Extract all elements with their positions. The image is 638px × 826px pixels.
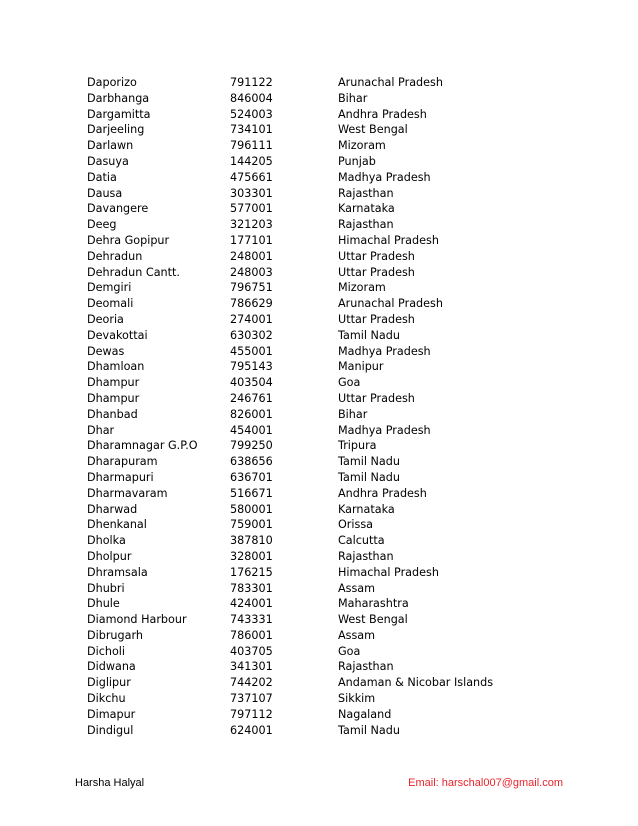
table-row xyxy=(0,707,638,723)
state-cell: Uttar Pradesh xyxy=(338,265,415,279)
state-cell: Assam xyxy=(338,581,376,595)
table-row xyxy=(0,312,638,328)
pincode-cell: 791122 xyxy=(230,76,273,89)
city-cell: Deomali xyxy=(87,297,134,311)
state-cell: Tripura xyxy=(338,439,377,453)
city-cell: Dhamloan xyxy=(87,360,145,374)
city-cell: Dhule xyxy=(87,597,120,611)
pincode-cell: 303301 xyxy=(230,186,273,200)
pincode-cell: 424001 xyxy=(230,597,273,611)
state-cell: Madhya Pradesh xyxy=(338,170,431,184)
table-row xyxy=(0,596,638,612)
pincode-cell: 341301 xyxy=(230,660,273,674)
pincode-cell: 524003 xyxy=(230,107,273,121)
state-cell: Himachal Pradesh xyxy=(338,565,439,579)
table-row xyxy=(0,186,638,202)
pincode-cell: 630302 xyxy=(230,328,273,342)
pincode-cell: 454001 xyxy=(230,423,273,437)
state-cell: Madhya Pradesh xyxy=(338,344,431,358)
city-cell: Dholpur xyxy=(87,549,132,563)
table-row xyxy=(0,644,638,660)
city-cell: Dhampur xyxy=(87,376,140,390)
table-row xyxy=(0,454,638,470)
footer-email: Email: harschal007@gmail.com xyxy=(408,777,563,789)
city-cell: Dibrugarh xyxy=(87,628,143,642)
state-cell: Rajasthan xyxy=(338,186,394,200)
city-cell: Dharamnagar G.P.O xyxy=(87,439,198,453)
state-cell: Uttar Pradesh xyxy=(338,312,415,326)
pincode-cell: 799250 xyxy=(230,439,273,453)
table-row xyxy=(0,91,638,107)
pincode-cell: 744202 xyxy=(230,676,273,690)
pincode-table xyxy=(0,75,638,738)
pincode-cell: 274001 xyxy=(230,312,273,326)
city-cell: Darjeeling xyxy=(87,123,145,137)
pincode-cell: 797112 xyxy=(230,707,273,721)
state-cell: Rajasthan xyxy=(338,218,394,232)
state-cell: Andaman & Nicobar Islands xyxy=(338,676,494,690)
table-row xyxy=(0,391,638,407)
state-cell: Maharashtra xyxy=(338,597,409,611)
city-cell: Daporizo xyxy=(87,76,137,89)
table-row xyxy=(0,265,638,281)
city-cell: Dehra Gopipur xyxy=(87,233,170,247)
table-row xyxy=(0,138,638,154)
city-cell: Devakottai xyxy=(87,328,148,342)
city-cell: Dausa xyxy=(87,186,123,200)
city-cell: Dehradun xyxy=(87,249,143,263)
city-cell: Dikchu xyxy=(87,692,126,706)
city-cell: Deoria xyxy=(87,312,124,326)
footer-author: Harsha Halyal xyxy=(75,777,145,789)
table-row xyxy=(0,344,638,360)
state-cell: Bihar xyxy=(338,91,368,105)
pincode-cell: 177101 xyxy=(230,233,273,247)
table-row xyxy=(0,659,638,675)
page-footer xyxy=(0,775,638,791)
pincode-cell: 786629 xyxy=(230,297,273,311)
city-cell: Demgiri xyxy=(87,281,132,295)
state-cell: Manipur xyxy=(338,360,384,374)
table-row xyxy=(0,549,638,565)
city-cell: Dharmavaram xyxy=(87,486,168,500)
pincode-cell: 403705 xyxy=(230,644,273,658)
table-row xyxy=(0,107,638,123)
city-cell: Dharapuram xyxy=(87,455,158,469)
city-cell: Dharmapuri xyxy=(87,470,154,484)
city-cell: Dhenkanal xyxy=(87,518,147,532)
pincode-cell: 455001 xyxy=(230,344,273,358)
table-row xyxy=(0,628,638,644)
state-cell: Sikkim xyxy=(338,692,376,706)
city-cell: Dehradun Cantt. xyxy=(87,265,180,279)
pincode-cell: 403504 xyxy=(230,376,273,390)
state-cell: Himachal Pradesh xyxy=(338,233,439,247)
city-cell: Dimapur xyxy=(87,707,136,721)
state-cell: Karnataka xyxy=(338,502,395,516)
state-cell: Mizoram xyxy=(338,281,386,295)
pincode-cell: 248001 xyxy=(230,249,273,263)
table-row xyxy=(0,423,638,439)
state-cell: Nagaland xyxy=(338,707,392,721)
city-cell: Diamond Harbour xyxy=(87,613,187,627)
state-cell: West Bengal xyxy=(338,613,408,627)
city-cell: Didwana xyxy=(87,660,136,674)
pincode-cell: 759001 xyxy=(230,518,273,532)
city-cell: Dindigul xyxy=(87,723,134,737)
pincode-cell: 795143 xyxy=(230,360,273,374)
city-cell: Dhampur xyxy=(87,391,140,405)
pincode-cell: 826001 xyxy=(230,407,273,421)
table-row xyxy=(0,201,638,217)
state-cell: Rajasthan xyxy=(338,549,394,563)
pincode-cell: 786001 xyxy=(230,628,273,642)
table-row xyxy=(0,675,638,691)
state-cell: Tamil Nadu xyxy=(338,328,400,342)
city-cell: Dargamitta xyxy=(87,107,151,121)
pincode-cell: 475661 xyxy=(230,170,273,184)
table-row xyxy=(0,438,638,454)
table-row xyxy=(0,533,638,549)
state-cell: Andhra Pradesh xyxy=(338,107,427,121)
pincode-cell: 328001 xyxy=(230,549,273,563)
pincode-cell: 636701 xyxy=(230,470,273,484)
table-row xyxy=(0,612,638,628)
pincode-cell: 387810 xyxy=(230,534,273,548)
table-row xyxy=(0,217,638,233)
table-row xyxy=(0,249,638,265)
state-cell: Madhya Pradesh xyxy=(338,423,431,437)
pincode-cell: 321203 xyxy=(230,218,273,232)
table-row xyxy=(0,470,638,486)
table-row xyxy=(0,233,638,249)
table-row xyxy=(0,280,638,296)
table-row xyxy=(0,359,638,375)
table-row xyxy=(0,154,638,170)
state-cell: Uttar Pradesh xyxy=(338,391,415,405)
table-row xyxy=(0,407,638,423)
pincode-cell: 846004 xyxy=(230,91,273,105)
table-row xyxy=(0,75,638,91)
table-row xyxy=(0,486,638,502)
city-cell: Darbhanga xyxy=(87,91,150,105)
pincode-cell: 743331 xyxy=(230,613,273,627)
pincode-cell: 638656 xyxy=(230,455,273,469)
state-cell: Karnataka xyxy=(338,202,395,216)
table-row xyxy=(0,517,638,533)
pincode-cell: 577001 xyxy=(230,202,273,216)
state-cell: Uttar Pradesh xyxy=(338,249,415,263)
city-cell: Datia xyxy=(87,170,117,184)
table-row xyxy=(0,328,638,344)
city-cell: Darlawn xyxy=(87,139,134,153)
pincode-cell: 737107 xyxy=(230,692,273,706)
city-cell: Dasuya xyxy=(87,154,129,168)
state-cell: Punjab xyxy=(338,154,376,168)
table-row xyxy=(0,296,638,312)
state-cell: Tamil Nadu xyxy=(338,470,400,484)
table-row xyxy=(0,581,638,597)
table-row xyxy=(0,691,638,707)
pincode-cell: 624001 xyxy=(230,723,273,737)
pincode-cell: 796111 xyxy=(230,139,273,153)
state-cell: Tamil Nadu xyxy=(338,723,400,737)
table-row xyxy=(0,122,638,138)
pincode-cell: 516671 xyxy=(230,486,273,500)
pincode-cell: 248003 xyxy=(230,265,273,279)
state-cell: Arunachal Pradesh xyxy=(338,76,443,89)
city-cell: Dhramsala xyxy=(87,565,148,579)
state-cell: Andhra Pradesh xyxy=(338,486,427,500)
pincode-cell: 246761 xyxy=(230,391,273,405)
pincode-cell: 783301 xyxy=(230,581,273,595)
city-cell: Dholka xyxy=(87,534,126,548)
city-cell: Diglipur xyxy=(87,676,131,690)
state-cell: Calcutta xyxy=(338,534,385,548)
table-row xyxy=(0,565,638,581)
pincode-cell: 796751 xyxy=(230,281,273,295)
state-cell: Goa xyxy=(338,376,361,390)
pincode-cell: 580001 xyxy=(230,502,273,516)
state-cell: Bihar xyxy=(338,407,368,421)
table-row xyxy=(0,375,638,391)
city-cell: Deeg xyxy=(87,218,117,232)
table-row xyxy=(0,170,638,186)
state-cell: Mizoram xyxy=(338,139,386,153)
city-cell: Dhanbad xyxy=(87,407,138,421)
city-cell: Dewas xyxy=(87,344,125,358)
city-cell: Dicholi xyxy=(87,644,126,658)
pincode-cell: 176215 xyxy=(230,565,273,579)
state-cell: Goa xyxy=(338,644,361,658)
state-cell: Rajasthan xyxy=(338,660,394,674)
state-cell: West Bengal xyxy=(338,123,408,137)
city-cell: Dharwad xyxy=(87,502,138,516)
table-row xyxy=(0,723,638,739)
city-cell: Davangere xyxy=(87,202,149,216)
state-cell: Tamil Nadu xyxy=(338,455,400,469)
pincode-cell: 734101 xyxy=(230,123,273,137)
state-cell: Assam xyxy=(338,628,376,642)
state-cell: Orissa xyxy=(338,518,374,532)
city-cell: Dhubri xyxy=(87,581,125,595)
table-row xyxy=(0,502,638,518)
pincode-cell: 144205 xyxy=(230,154,273,168)
state-cell: Arunachal Pradesh xyxy=(338,297,443,311)
city-cell: Dhar xyxy=(87,423,115,437)
